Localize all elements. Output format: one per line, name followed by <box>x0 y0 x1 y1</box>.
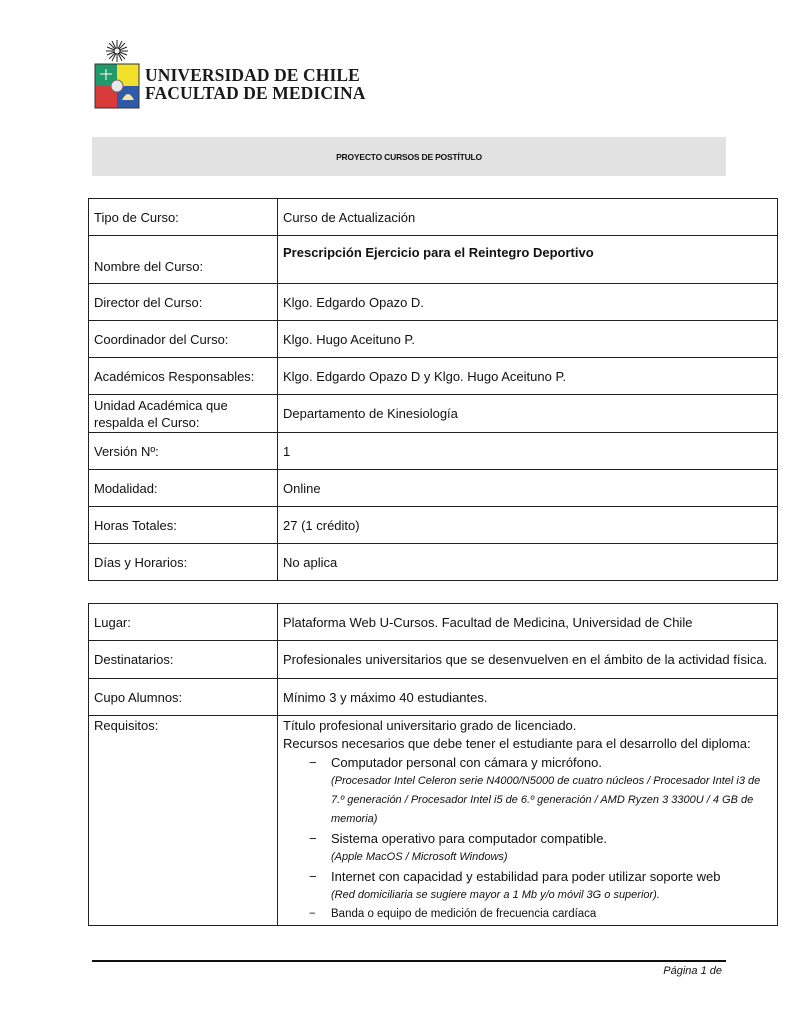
table-row <box>89 716 778 926</box>
row-label: Modalidad: <box>89 470 278 507</box>
item-detail: (Apple MacOS / Microsoft Windows) <box>331 851 508 863</box>
table-row <box>89 544 778 581</box>
row-value: Profesionales universitarios que se desenvuelven en el ámbito de la actividad física. <box>278 641 778 679</box>
row-value: Online <box>278 470 778 507</box>
footer-divider <box>92 960 726 962</box>
table-row <box>89 679 778 716</box>
document-title: PROYECTO CURSOS DE POSTÍTULO <box>336 151 482 162</box>
table-row <box>89 236 778 284</box>
table-row <box>89 507 778 544</box>
item-text: Sistema operativo para computador compatible. <box>331 831 608 846</box>
row-label: Días y Horarios: <box>89 544 278 581</box>
row-value: Klgo. Hugo Aceituno P. <box>278 321 778 358</box>
list-item <box>303 753 772 829</box>
row-label: Director del Curso: <box>89 284 278 321</box>
dash-bullet-icon: − <box>309 869 317 884</box>
row-label: Horas Totales: <box>89 507 278 544</box>
row-value: Plataforma Web U-Cursos. Facultad de Medicina, Universidad de Chile <box>278 604 778 641</box>
table-row <box>89 433 778 470</box>
logo-faculty-name: FACULTAD DE MEDICINA <box>145 83 366 103</box>
university-crest-icon <box>92 38 142 110</box>
item-text: Computador personal con cámara y micrófono. <box>331 755 602 770</box>
page-number: Página 1 de <box>663 965 722 977</box>
item-text: Banda o equipo de medición de frecuencia cardíaca <box>331 908 597 920</box>
row-value: Departamento de Kinesiología <box>278 395 778 433</box>
row-value: Klgo. Edgardo Opazo D. <box>278 284 778 321</box>
table-row <box>89 284 778 321</box>
row-label: Coordinador del Curso: <box>89 321 278 358</box>
table-row <box>89 470 778 507</box>
row-value: Curso de Actualización <box>278 199 778 236</box>
table-row <box>89 199 778 236</box>
requirement-degree: Título profesional universitario grado de licenciado. <box>283 718 577 733</box>
course-name-value: Prescripción Ejercicio para el Reintegro Deportivo <box>278 236 778 284</box>
row-label: Cupo Alumnos: <box>89 679 278 716</box>
university-logo <box>92 38 366 110</box>
logistics-table <box>88 603 778 926</box>
row-label: Tipo de Curso: <box>89 199 278 236</box>
dash-bullet-icon: − <box>309 831 317 846</box>
dash-bullet-icon: − <box>309 755 317 770</box>
document-title-banner <box>92 137 726 176</box>
table-row <box>89 358 778 395</box>
requirements-cell <box>278 716 778 926</box>
requirement-resources-intro: Recursos necesarios que debe tener el estudiante para el desarrollo del diploma: <box>283 736 751 751</box>
list-item <box>303 829 772 867</box>
item-text: Internet con capacidad y estabilidad para poder utilizar soporte web <box>331 869 721 884</box>
table-row <box>89 641 778 679</box>
row-label: Unidad Académica que respalda el Curso: <box>89 395 278 433</box>
requirements-list <box>283 753 772 924</box>
row-value: 27 (1 crédito) <box>278 507 778 544</box>
dash-bullet-icon: − <box>309 908 316 920</box>
logo-university-name: UNIVERSIDAD DE CHILE <box>145 65 360 85</box>
table-row <box>89 321 778 358</box>
row-label: Versión Nº: <box>89 433 278 470</box>
item-detail: (Red domiciliaria se sugiere mayor a 1 Mb y/o móvil 3G o superior). <box>331 889 660 901</box>
row-value: 1 <box>278 433 778 470</box>
list-item <box>303 905 772 924</box>
row-value: Klgo. Edgardo Opazo D y Klgo. Hugo Aceituno P. <box>278 358 778 395</box>
row-value: No aplica <box>278 544 778 581</box>
row-value: Mínimo 3 y máximo 40 estudiantes. <box>278 679 778 716</box>
row-label: Destinatarios: <box>89 641 278 679</box>
list-item <box>303 867 772 905</box>
item-detail: (Procesador Intel Celeron serie N4000/N5000 de cuatro núcleos / Procesador Intel i3 de 7.º generación / Procesador Intel i5 de 6.º generación / AMD Ryzen 3 3300U / 4 GB de memoria) <box>331 775 761 825</box>
row-label: Académicos Responsables: <box>89 358 278 395</box>
table-row <box>89 604 778 641</box>
row-label: Requisitos: <box>89 716 278 926</box>
row-label: Lugar: <box>89 604 278 641</box>
table-row <box>89 395 778 433</box>
row-label: Nombre del Curso: <box>89 236 278 284</box>
course-info-table <box>88 198 778 581</box>
